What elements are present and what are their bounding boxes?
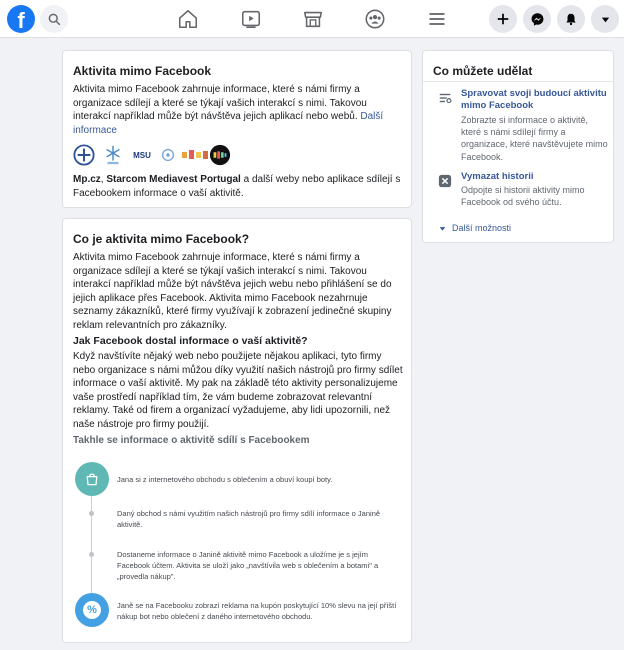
manage-future-activity-description: Zobrazte si informace o aktivitě, které s námi sdílejí firmy a organizace, které navštěvujete mimo Facebook.: [461, 115, 608, 162]
timeline-dot: [89, 552, 94, 557]
learn-more-link[interactable]: Další informace: [73, 111, 384, 136]
timeline-step-circle: [75, 593, 109, 627]
section-heading: Jak Facebook dostal informace o vaší aktivitě?: [73, 335, 308, 347]
card-title: Co můžete udělat: [433, 64, 533, 78]
clear-history-description: Odpojte si historii aktivity mimo Facebook od svého účtu.: [461, 185, 585, 208]
explanation-paragraph: Když navštívíte nějaký web nebo použijete nějakou aplikaci, tyto firmy nebo organizace s námi můžou díky využití našich nástrojů pro firmy sdílet informace o vaší aktivitě. My pak na základě této aktivity personalizujeme vaše prostředí například tím, že vám budeme zobrazovat relevantní reklamy. Také od firem a organizací vyžadujeme, aby lidi upozornili, než naše nástroje pro firmy použijí.: [73, 351, 403, 430]
groups-tab[interactable]: [362, 6, 388, 32]
partner-logo[interactable]: [101, 143, 125, 167]
groups-icon: [364, 8, 386, 30]
partner-logo[interactable]: [209, 143, 231, 167]
messenger-icon: [530, 12, 545, 27]
what-is-activity-card: [62, 218, 412, 643]
colorful-brand-logo-icon: [181, 146, 209, 164]
partner-logo[interactable]: [157, 143, 179, 167]
clear-history-link[interactable]: Vymazat historii: [461, 171, 534, 182]
partners-suffix-text: a další weby nebo aplikace sdílejí s Facebookem informace o vaší aktivitě.: [73, 174, 401, 199]
marketplace-tab[interactable]: [300, 6, 326, 32]
home-tab[interactable]: [175, 6, 201, 32]
msu-logo-icon: MSU: [133, 150, 151, 160]
search-icon: [48, 13, 61, 26]
plus-cross-logo-icon: [73, 144, 95, 166]
dark-circle-logo-icon: [209, 144, 231, 166]
video-icon: [240, 8, 262, 30]
manage-activity-icon: [437, 90, 453, 106]
partner-logo[interactable]: [73, 143, 95, 167]
partners-sentence: Mp.cz, Starcom Mediavest Portugal a další weby nebo aplikace sdílejí s Facebookem informace o vaší aktivitě.: [73, 174, 401, 199]
hamburger-menu-icon: [427, 9, 447, 29]
partner-source-name[interactable]: Starcom Mediavest Portugal: [106, 174, 241, 185]
marketplace-icon: [302, 8, 324, 30]
timeline-step-text: Jana si z internetového obchodu s oblečením a obuví koupí boty.: [117, 475, 333, 484]
card-title: Co je aktivita mimo Facebook?: [73, 232, 250, 246]
more-options-toggle[interactable]: [439, 223, 511, 233]
partner-logo[interactable]: [181, 143, 209, 167]
create-button[interactable]: [489, 5, 517, 33]
plus-icon: [496, 12, 510, 26]
explanation-paragraph: Aktivita mimo Facebook zahrnuje informace, které s námi firmy a organizace sdílejí a které se týkají vašich interakcí s nimi. Takovou interakcí například může být návštěva jejich webu nebo přihlášení se do jejich aplikace přes Facebook. Aktivita mimo Facebook nezahrnuje seznamy zákazníků, které firmy využívají k zobrazení jedinečné skupiny reklam relevantních pro zákazníky.: [73, 252, 392, 331]
sharing-heading: Takhle se informace o aktivitě sdílí s Facebookem: [73, 435, 310, 446]
timeline-dot: [89, 511, 94, 516]
activity-summary-card: [62, 50, 412, 208]
caret-down-icon: [439, 225, 446, 232]
timeline-step-text: Janě se na Facebooku zobrazí reklama na kupón poskytující 10% slevu na její příští nákup bot nebo oblečení z daného internetového obchodu.: [117, 601, 397, 621]
caret-down-icon: [600, 14, 611, 25]
percent-coupon-icon: %: [83, 601, 101, 619]
home-icon: [177, 8, 199, 30]
menu-tab[interactable]: [424, 6, 450, 32]
logo-letter: f: [17, 8, 25, 33]
description-text: Aktivita mimo Facebook zahrnuje informace, které s námi firmy a organizace sdílejí a které se týkají vašich interakcí s nimi. Takovou interakcí například může být návštěva jejich aplikací nebo webů.: [73, 84, 367, 123]
watch-tab[interactable]: [238, 6, 264, 32]
search-button[interactable]: [40, 5, 68, 33]
partner-source-name[interactable]: Mp.cz: [73, 174, 101, 185]
card-description: [73, 83, 403, 137]
timeline-step-circle: [75, 462, 109, 496]
small-brand-logo-icon: [159, 146, 177, 164]
top-navigation-bar: [0, 0, 624, 38]
bell-icon: [564, 12, 578, 26]
card-title: Aktivita mimo Facebook: [73, 64, 212, 78]
manage-future-activity-link[interactable]: Spravovat svoji budoucí aktivitu mimo Facebook: [461, 88, 607, 111]
timeline-step-text: Dostaneme informace o Janině aktivitě mimo Facebook a uložíme je s jejím Facebook účtem. Aktivita se uloží jako „navštívila web s oblečením a botami" a „provedla nákup".: [117, 550, 379, 581]
partner-logo[interactable]: [129, 143, 155, 167]
clear-history-icon: [437, 173, 453, 189]
more-options-label: Další možnosti: [452, 223, 512, 233]
account-menu-button[interactable]: [591, 5, 619, 33]
divider: [423, 81, 613, 82]
what-you-can-do-card: [422, 50, 614, 243]
facebook-logo-icon[interactable]: [7, 5, 35, 33]
timeline-step-text: Daný obchod s námi využitím našich nástrojů pro firmy sdílí informace o Janině aktivitě.: [117, 509, 381, 529]
shopping-bag-icon: [84, 471, 100, 487]
messenger-button[interactable]: [523, 5, 551, 33]
notifications-button[interactable]: [557, 5, 585, 33]
snowflake-logo-icon: [102, 144, 124, 166]
